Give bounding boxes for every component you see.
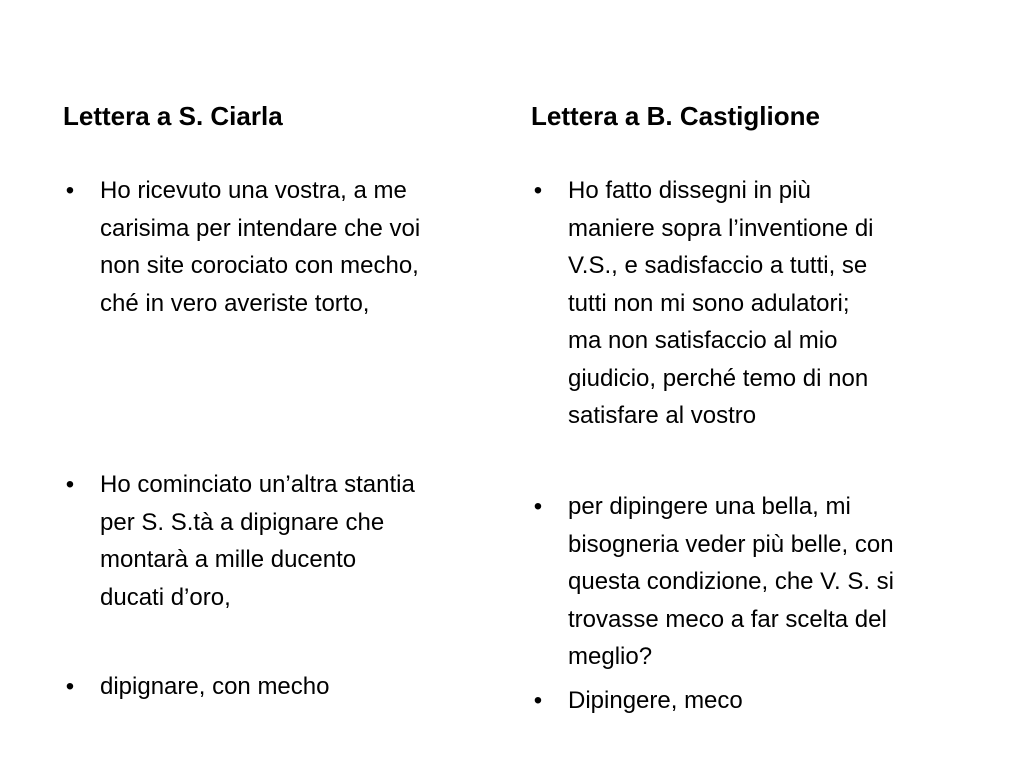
- bullet-icon: •: [65, 673, 75, 700]
- bullet-icon: •: [65, 471, 75, 498]
- bullet-icon: •: [65, 177, 75, 204]
- bullet-icon: •: [533, 493, 543, 520]
- bullet-icon: •: [533, 177, 543, 204]
- list-item-text: dipignare, con mecho: [100, 673, 330, 700]
- left-column-heading: Lettera a S. Ciarla: [63, 101, 283, 131]
- list-item-text: Ho cominciato un’altra stantia per S. S.tà a dipignare che montarà a mille ducento ducati d’oro,: [100, 471, 415, 611]
- bullet-icon: •: [533, 687, 543, 714]
- list-item-text: Dipingere, meco: [568, 687, 743, 714]
- right-column-heading: Lettera a B. Castiglione: [531, 101, 820, 131]
- list-item-text: per dipingere una bella, mi bisogneria veder più belle, con questa condizione, che V. S. si trovasse meco a far scelta del meglio?: [568, 493, 894, 670]
- list-item-text: Ho ricevuto una vostra, a me carisima per intendare che voi non site corociato con mecho, ché in vero averiste torto,: [100, 177, 421, 317]
- list-item-text: Ho fatto dissegni in più maniere sopra l’inventione di V.S., e sadisfaccio a tutti, se tutti non mi sono adulatori; ma non satisfaccio al mio giudicio, perché temo di non satisfare al vostro: [568, 177, 874, 429]
